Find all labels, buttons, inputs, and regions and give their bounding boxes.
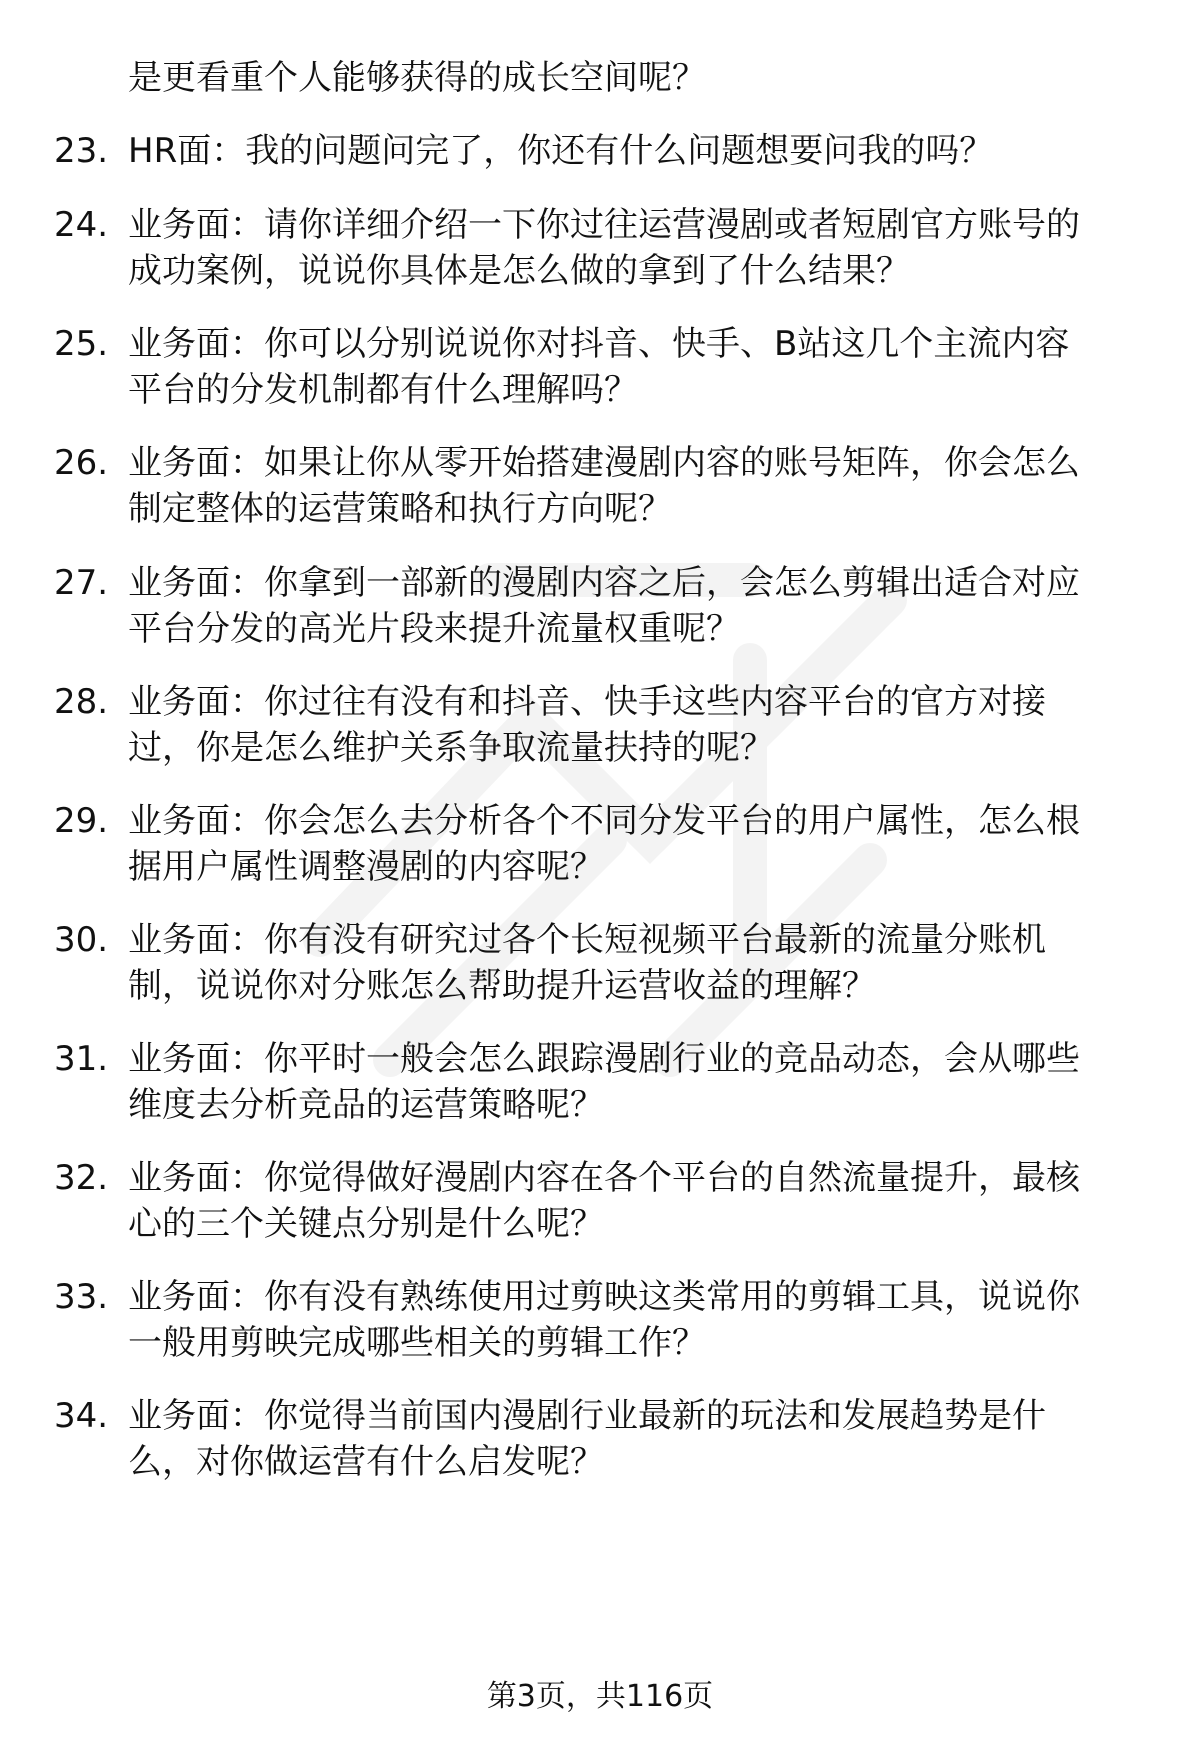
question-text: 业务面：你觉得当前国内漫剧行业最新的玩法和发展趋势是什 xyxy=(128,1396,1046,1436)
question-number: 26. xyxy=(54,443,109,483)
question-number: 25. xyxy=(54,324,109,364)
question-text: 成功案例，说说你具体是怎么做的拿到了什么结果？ xyxy=(128,251,910,291)
question-text: 业务面：你会怎么去分析各个不同分发平台的用户属性，怎么根 xyxy=(128,801,1080,841)
question-number: 24. xyxy=(54,205,109,245)
question-text: 一般用剪映完成哪些相关的剪辑工作？ xyxy=(128,1323,706,1363)
question-text: 据用户属性调整漫剧的内容呢？ xyxy=(128,847,604,887)
question-number: 31. xyxy=(54,1039,109,1079)
question-text: 业务面：你平时一般会怎么跟踪漫剧行业的竞品动态，会从哪些 xyxy=(128,1039,1080,1079)
question-text: 业务面：你有没有研究过各个长短视频平台最新的流量分账机 xyxy=(128,920,1046,960)
question-number: 34. xyxy=(54,1396,109,1436)
question-text: HR面：我的问题问完了，你还有什么问题想要问我的吗？ xyxy=(128,131,994,171)
page-footer: 第3页，共116页 xyxy=(486,1679,714,1714)
question-text: 心的三个关键点分别是什么呢？ xyxy=(128,1204,604,1244)
question-text: 维度去分析竞品的运营策略呢？ xyxy=(128,1085,604,1125)
question-number: 28. xyxy=(54,682,109,722)
question-text: 业务面：你有没有熟练使用过剪映这类常用的剪辑工具，说说你 xyxy=(128,1277,1080,1317)
question-number: 27. xyxy=(54,563,109,603)
question-text: 业务面：如果让你从零开始搭建漫剧内容的账号矩阵，你会怎么 xyxy=(128,443,1080,483)
continuation-text: 是更看重个人能够获得的成长空间呢？ xyxy=(128,58,706,98)
question-number: 32. xyxy=(54,1158,109,1198)
question-text: 么，对你做运营有什么启发呢？ xyxy=(128,1442,604,1482)
question-number: 30. xyxy=(54,920,109,960)
question-text: 业务面：你觉得做好漫剧内容在各个平台的自然流量提升，最核 xyxy=(128,1158,1080,1198)
question-text: 平台的分发机制都有什么理解吗？ xyxy=(128,370,638,410)
question-number: 33. xyxy=(54,1277,109,1317)
question-number: 29. xyxy=(54,801,109,841)
question-text: 业务面：你可以分别说说你对抖音、快手、B站这几个主流内容 xyxy=(128,324,1070,364)
question-text: 过，你是怎么维护关系争取流量扶持的呢？ xyxy=(128,728,774,768)
question-text: 平台分发的高光片段来提升流量权重呢？ xyxy=(128,609,740,649)
question-text: 业务面：请你详细介绍一下你过往运营漫剧或者短剧官方账号的 xyxy=(128,205,1080,245)
question-text: 制定整体的运营策略和执行方向呢？ xyxy=(128,489,672,529)
question-text: 业务面：你过往有没有和抖音、快手这些内容平台的官方对接 xyxy=(128,682,1046,722)
question-text: 制，说说你对分账怎么帮助提升运营收益的理解？ xyxy=(128,966,876,1006)
question-text: 业务面：你拿到一部新的漫剧内容之后，会怎么剪辑出适合对应 xyxy=(128,563,1080,603)
question-number: 23. xyxy=(54,131,109,171)
